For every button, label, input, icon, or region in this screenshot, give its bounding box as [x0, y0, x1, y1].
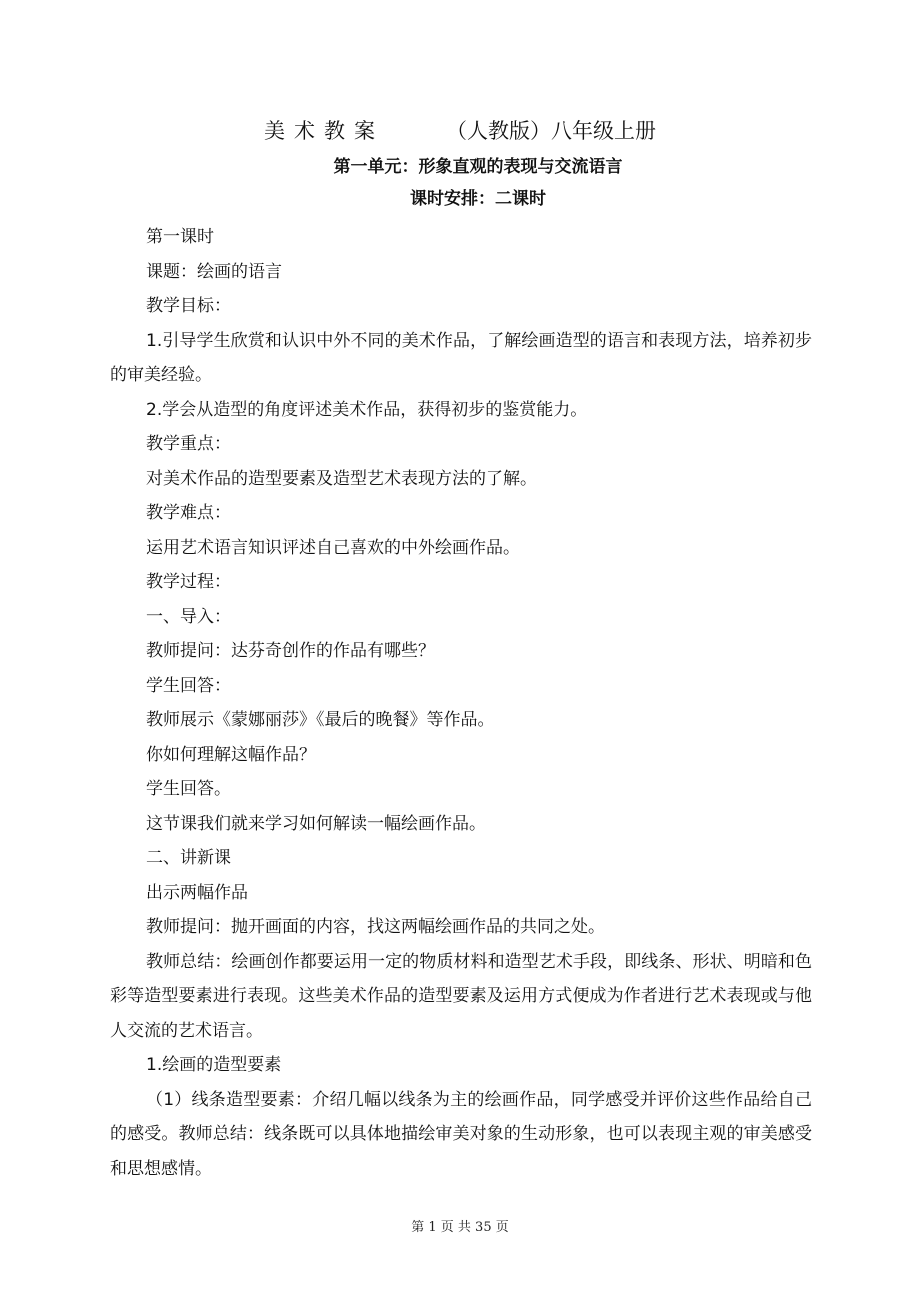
paragraph: 1.绘画的造型要素: [146, 1055, 282, 1075]
paragraph: 教学过程：: [146, 572, 231, 592]
paragraph: 教师展示《蒙娜丽莎》《最后的晚餐》等作品。: [146, 710, 495, 730]
paragraph: 二、讲新课: [146, 848, 231, 868]
paragraph: 第一课时: [146, 227, 214, 247]
paragraph: 你如何理解这幅作品？: [146, 744, 316, 765]
paragraph: 教学目标：: [146, 296, 231, 316]
title-right: （人教版）八年级上册: [446, 119, 656, 143]
unit-heading: 第一单元：形象直观的表现与交流语言: [333, 157, 623, 177]
paragraph: （1）线条造型要素：介绍几幅以线条为主的绘画作品，同学感受并评价这些作品给自己的感受。教师总结：线条既可以具体地描绘审美对象的生动形象，也可以表现主观的审美感受和思想感情。: [110, 1089, 812, 1179]
paragraph: 教学重点：: [146, 434, 231, 454]
paragraph: 课题：绘画的语言: [146, 261, 282, 282]
paragraph: 运用艺术语言知识评述自己喜欢的中外绘画作品。: [146, 537, 520, 558]
paragraph: 出示两幅作品: [146, 882, 248, 903]
schedule-heading: 课时安排：二课时: [410, 189, 546, 209]
paragraph: 教学难点：: [146, 503, 231, 523]
paragraph: 学生回答。: [146, 779, 231, 799]
paragraph: 教师提问：抛开画面的内容，找这两幅绘画作品的共同之处。: [146, 917, 605, 937]
paragraph: 一、导入：: [146, 606, 231, 627]
document-body: [110, 220, 812, 1186]
document-title: [0, 117, 920, 145]
title-left: 美术教案: [264, 119, 384, 143]
page-footer: 第 1 页 共 35 页: [411, 1220, 509, 1235]
paragraph: 对美术作品的造型要素及造型艺术表现方法的了解。: [146, 468, 537, 489]
paragraph: 教师提问：达芬奇创作的作品有哪些？: [146, 641, 435, 661]
paragraph: 这节课我们就来学习如何解读一幅绘画作品。: [146, 813, 486, 834]
paragraph: 2.学会从造型的角度评述美术作品，获得初步的鉴赏能力。: [146, 399, 588, 420]
paragraph: 学生回答：: [146, 675, 231, 696]
paragraph: 1.引导学生欣赏和认识中外不同的美术作品，了解绘画造型的语言和表现方法，培养初步的审美经验。: [110, 330, 812, 385]
paragraph: 教师总结：绘画创作都要运用一定的物质材料和造型艺术手段，即线条、形状、明暗和色彩等造型要素进行表现。这些美术作品的造型要素及运用方式便成为作者进行艺术表现或与他人交流的艺术语言。: [110, 951, 812, 1041]
